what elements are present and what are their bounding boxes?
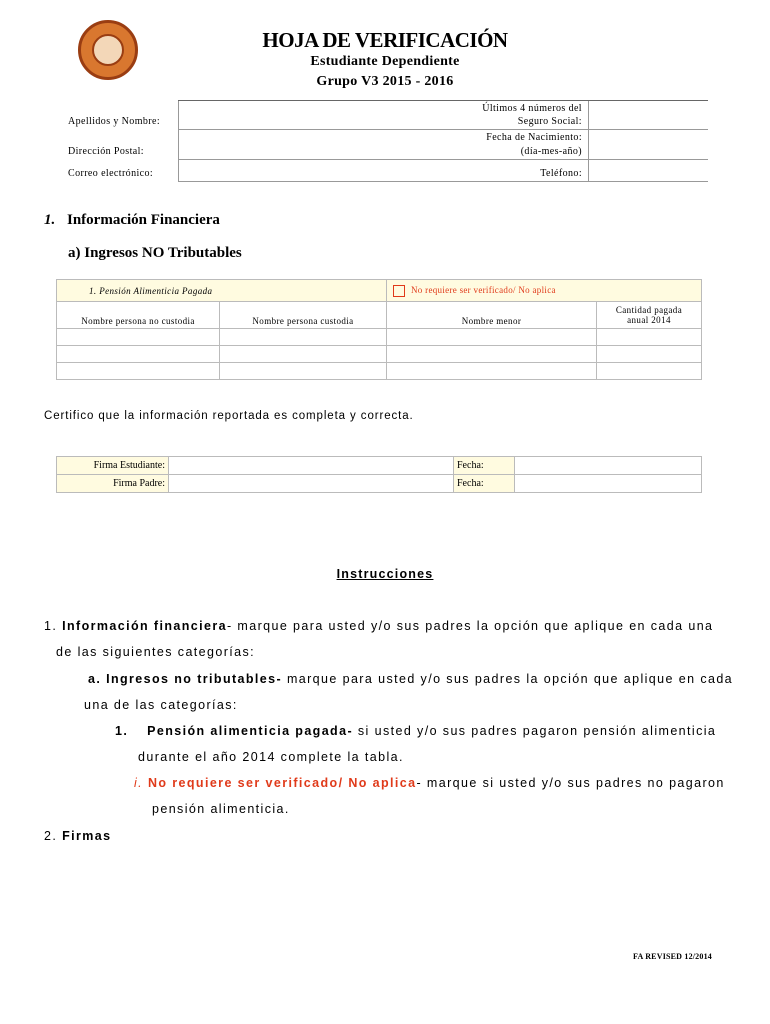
- instruction-i-num: i.: [134, 776, 144, 790]
- col-header-cantidad-line2: anual 2014: [627, 315, 671, 325]
- col-header-cantidad-line1: Cantidad pagada: [615, 305, 683, 315]
- no-requiere-cell: [387, 280, 702, 302]
- instruction-2-num: 2.: [44, 829, 58, 843]
- table-cell[interactable]: [57, 346, 220, 363]
- table-row: [57, 346, 702, 363]
- correo-field[interactable]: [178, 181, 708, 182]
- instruction-2-bold: Firmas: [62, 829, 112, 843]
- fecha-estudiante-label: Fecha:: [454, 457, 515, 475]
- section-title: Información Financiera: [67, 212, 220, 228]
- table-cell[interactable]: [597, 346, 702, 363]
- page-title: HOJA DE VERIFICACIÓN: [262, 28, 508, 52]
- section-ingresos-heading: a) Ingresos NO Tributables: [68, 245, 242, 261]
- correo-label: Correo electrónico:: [68, 168, 154, 179]
- field-divider-right: [588, 101, 589, 181]
- instruction-1: [44, 619, 734, 633]
- direccion-field[interactable]: [178, 159, 708, 160]
- direccion-label: Dirección Postal:: [68, 146, 144, 157]
- firma-estudiante-label: Firma Estudiante:: [57, 457, 169, 475]
- no-requiere-label: No requiere ser verificado/ No aplica: [411, 284, 556, 295]
- instruction-1-cont: de las siguientes categorías:: [56, 645, 256, 659]
- table-cell[interactable]: [597, 363, 702, 380]
- table-row: [57, 329, 702, 346]
- instruction-2: [44, 829, 112, 843]
- table-cell[interactable]: [387, 346, 597, 363]
- table-cell[interactable]: [387, 363, 597, 380]
- instruction-1-1-cont: durante el año 2014 complete la tabla.: [138, 750, 404, 764]
- col-header-custodia: Nombre persona custodia: [220, 302, 387, 329]
- apellidos-label: Apellidos y Nombre:: [68, 116, 161, 127]
- col-header-cantidad: [597, 302, 702, 329]
- instructions-title: Instrucciones: [336, 567, 434, 581]
- instruction-1-1-num: 1.: [115, 724, 129, 738]
- pension-title: 1. Pensión Alimenticia Pagada: [57, 280, 387, 302]
- section-number: 1.: [44, 212, 56, 228]
- instruction-1-1: [115, 724, 735, 738]
- col-header-no-custodia: Nombre persona no custodia: [57, 302, 220, 329]
- instruction-i: [134, 776, 734, 790]
- instruction-i-text: - marque si usted y/o sus padres no pagaron: [416, 776, 725, 790]
- instruction-1-1-bold: Pensión alimenticia pagada-: [147, 724, 354, 738]
- instruction-1-1-text: si usted y/o sus padres pagaron pensión alimenticia: [353, 724, 717, 738]
- instruction-i-cont: pensión alimenticia.: [152, 802, 290, 816]
- table-cell[interactable]: [57, 329, 220, 346]
- telefono-label: Teléfono:: [540, 168, 582, 179]
- signature-table: [56, 456, 702, 493]
- fecha-estudiante-field[interactable]: [515, 457, 702, 475]
- table-row: [57, 363, 702, 380]
- instruction-1-bold: Información financiera: [62, 619, 227, 633]
- firma-padre-field[interactable]: [169, 475, 454, 493]
- field-divider-left: [178, 101, 179, 181]
- revision-footer: FA REVISED 12/2014: [632, 952, 712, 961]
- table-cell[interactable]: [57, 363, 220, 380]
- fecha-padre-label: Fecha:: [454, 475, 515, 493]
- instruction-a-cont: una de las categorías:: [84, 698, 238, 712]
- firma-estudiante-field[interactable]: [169, 457, 454, 475]
- instruction-a-bold: a. Ingresos no tributables-: [88, 672, 283, 686]
- instruction-a: [88, 672, 738, 686]
- instruction-i-red: No requiere ser verificado/ No aplica: [147, 776, 417, 790]
- table-cell[interactable]: [220, 363, 387, 380]
- table-cell[interactable]: [220, 346, 387, 363]
- certification-text: Certifico que la información reportada es completa y correcta.: [44, 410, 414, 422]
- header-divider: [178, 100, 708, 101]
- instruction-a-text: marque para usted y/o sus padres la opción que aplique en cada: [282, 672, 734, 686]
- ssn-label-line2: Seguro Social:: [517, 116, 582, 127]
- instruction-1-text: - marque para usted y/o sus padres la opción que aplique en cada una: [226, 619, 714, 633]
- table-cell[interactable]: [597, 329, 702, 346]
- table-cell[interactable]: [220, 329, 387, 346]
- pension-table: [56, 279, 702, 380]
- table-cell[interactable]: [387, 329, 597, 346]
- instruction-1-num: 1.: [44, 619, 58, 633]
- ssn-label-line1: Últimos 4 números del: [482, 103, 582, 114]
- fecha-nacimiento-label-line1: Fecha de Nacimiento:: [486, 132, 582, 143]
- page-subtitle: Estudiante Dependiente: [310, 54, 460, 69]
- fecha-nacimiento-label-line2: (día-mes-año): [520, 146, 582, 157]
- fecha-padre-field[interactable]: [515, 475, 702, 493]
- group-label: Grupo V3 2015 - 2016: [316, 74, 454, 89]
- section-financiera-heading: [44, 212, 220, 229]
- no-requiere-checkbox[interactable]: [393, 285, 405, 297]
- firma-padre-label: Firma Padre:: [57, 475, 169, 493]
- col-header-menor: Nombre menor: [387, 302, 597, 329]
- apellidos-field[interactable]: [178, 129, 708, 130]
